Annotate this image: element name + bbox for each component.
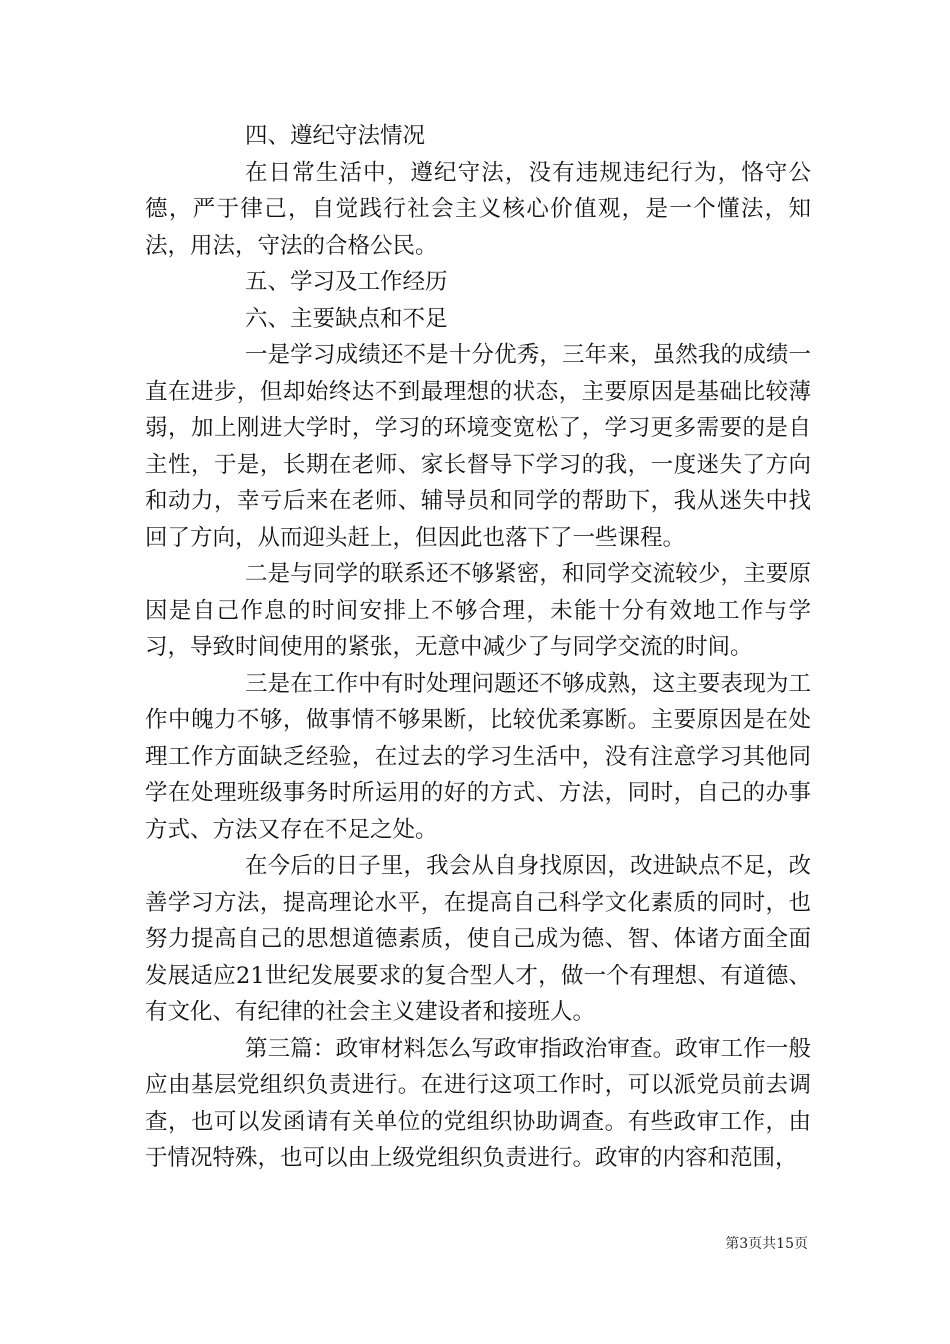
paragraph-part-three: 第三篇：政审材料怎么写政审指政治审查。政审工作一般应由基层党组织负责进行。在进行这项工作时，可以派党员前去调查，也可以发函请有关单位的党组织协助调查。有些政审工作，由于情况特殊，也可以由上级党组织负责进行。政审的内容和范围， xyxy=(145,1035,811,1171)
page-number-footer: 第3页共15页 xyxy=(725,1236,808,1252)
section-heading-shortcomings: 六、主要缺点和不足 xyxy=(245,305,448,332)
document-body xyxy=(145,118,811,1177)
paragraph-shortcoming-3: 三是在工作中有时处理问题还不够成熟，这主要表现为工作中魄力不够，做事情不够果断，比较优柔寡断。主要原因是在处理工作方面缺乏经验，在过去的学习生活中，没有注意学习其他同学在处理班级事务时所运用的好的方式、方法，同时，自己的办事方式、方法又存在不足之处。 xyxy=(145,670,811,843)
paragraph-shortcoming-2: 二是与同学的联系还不够紧密，和同学交流较少，主要原因是自己作息的时间安排上不够合理，未能十分有效地工作与学习，导致时间使用的紧张，无意中减少了与同学交流的时间。 xyxy=(145,561,811,660)
paragraph-shortcoming-1: 一是学习成绩还不是十分优秀，三年来，虽然我的成绩一直在进步，但却始终达不到最理想的状态，主要原因是基础比较薄弱，加上刚进大学时，学习的环境变宽松了，学习更多需要的是自主性，于是，长期在老师、家长督导下学习的我，一度迷失了方向和动力，幸亏后来在老师、辅导员和同学的帮助下，我从迷失中找回了方向，从而迎头赶上，但因此也落下了一些课程。 xyxy=(145,342,811,551)
section-heading-experience: 五、学习及工作经历 xyxy=(245,269,448,295)
paragraph-future-plan: 在今后的日子里，我会从自身找原因，改进缺点不足，改善学习方法，提高理论水平，在提高自己科学文化素质的同时，也努力提高自己的思想道德素质，使自己成为德、智、体诸方面全面发展适应21世纪发展要求的复合型人才，做一个有理想、有道德、有文化、有纪律的社会主义建设者和接班人。 xyxy=(145,853,811,1025)
section-heading-discipline: 四、遵纪守法情况 xyxy=(245,123,426,149)
paragraph-discipline: 在日常生活中，遵纪守法，没有违规违纪行为，恪守公德，严于律己，自觉践行社会主义核心价值观，是一个懂法，知法，用法，守法的合格公民。 xyxy=(145,159,811,259)
